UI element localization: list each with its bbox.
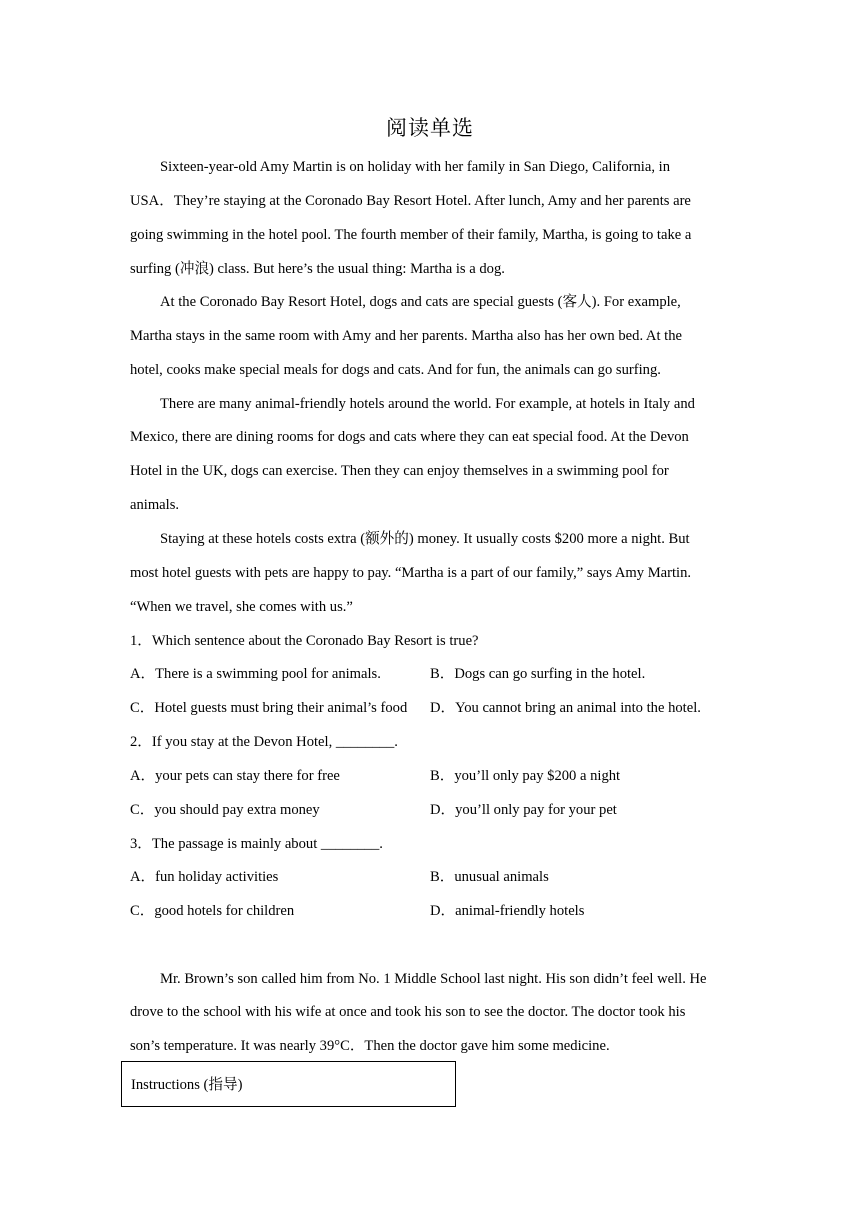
option-c[interactable]: C．good hotels for children — [130, 903, 295, 919]
option-d[interactable]: D．you’ll only pay for your pet — [430, 802, 617, 818]
passage-line: “When we travel, she comes with us.” — [130, 599, 353, 615]
instructions-label: Instructions (指导) — [131, 1077, 243, 1093]
question-stem: 1．Which sentence about the Coronado Bay Resort is true? — [130, 633, 479, 649]
passage-line: animals. — [130, 497, 180, 513]
option-c[interactable]: C．Hotel guests must bring their animal’s food — [130, 700, 408, 716]
question-stem: 3．The passage is mainly about ________. — [130, 836, 383, 852]
passage-line: Sixteen-year-old Amy Martin is on holiday with her family in San Diego, California, in — [160, 159, 670, 175]
option-d[interactable]: D．You cannot bring an animal into the hotel. — [430, 700, 701, 716]
passage-line: surfing (冲浪) class. But here’s the usual thing: Martha is a dog. — [130, 261, 505, 277]
passage-line: hotel, cooks make special meals for dogs and cats. And for fun, the animals can go surfing. — [130, 362, 661, 378]
passage-line: most hotel guests with pets are happy to pay. “Martha is a part of our family,” says Amy Martin. — [130, 565, 692, 581]
option-b[interactable]: B．you’ll only pay $200 a night — [430, 768, 621, 784]
option-b[interactable]: B．Dogs can go surfing in the hotel. — [430, 666, 646, 682]
passage-line: Staying at these hotels costs extra (额外的) money. It usually costs $200 more a night. But — [160, 531, 690, 547]
passage-line: Mr. Brown’s son called him from No. 1 Middle School last night. His son didn’t feel well. He — [160, 971, 707, 987]
option-a[interactable]: A．fun holiday activities — [130, 869, 279, 885]
passage-line: Mexico, there are dining rooms for dogs and cats where they can eat special food. At the Devon — [130, 429, 689, 445]
option-a[interactable]: A．There is a swimming pool for animals. — [130, 666, 381, 682]
question-stem: 2．If you stay at the Devon Hotel, ________. — [130, 734, 398, 750]
passage-line: USA．They’re staying at the Coronado Bay Resort Hotel. After lunch, Amy and her parents are — [130, 193, 691, 209]
passage-line: son’s temperature. It was nearly 39°C．Then the doctor gave him some medicine. — [130, 1038, 610, 1054]
passage-line: drove to the school with his wife at once and took his son to see the doctor. The doctor took his — [130, 1004, 686, 1020]
option-a[interactable]: A．your pets can stay there for free — [130, 768, 340, 784]
passage-line: Hotel in the UK, dogs can exercise. Then they can enjoy themselves in a swimming pool for — [130, 463, 669, 479]
page-title: 阅读单选 — [386, 116, 474, 140]
passage-line: There are many animal-friendly hotels around the world. For example, at hotels in Italy and — [160, 396, 695, 412]
option-d[interactable]: D．animal-friendly hotels — [430, 903, 585, 919]
option-b[interactable]: B．unusual animals — [430, 869, 549, 885]
passage-line: Martha stays in the same room with Amy and her parents. Martha also has her own bed. At the — [130, 328, 683, 344]
passage-line: At the Coronado Bay Resort Hotel, dogs and cats are special guests (客人). For example, — [160, 294, 681, 310]
option-c[interactable]: C．you should pay extra money — [130, 802, 320, 818]
instructions-box — [121, 1061, 456, 1107]
passage-line: going swimming in the hotel pool. The fourth member of their family, Martha, is going to take a — [130, 227, 692, 243]
